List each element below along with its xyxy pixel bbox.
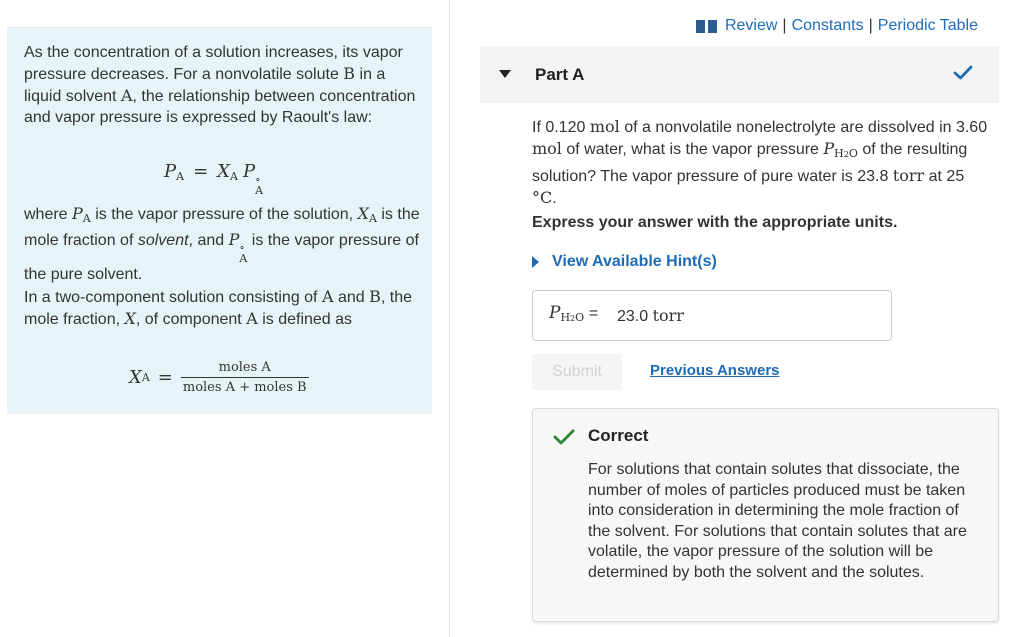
submit-button[interactable]: Submit	[532, 354, 622, 390]
periodic-table-link[interactable]: Periodic Table	[877, 17, 978, 34]
hint-label: View Available Hint(s)	[552, 253, 717, 270]
part-title: Part A	[535, 65, 585, 84]
expand-triangle-icon	[532, 256, 539, 268]
panel-divider	[449, 0, 450, 637]
answer-value: 23.0 torr	[617, 306, 684, 325]
review-link[interactable]: Review	[724, 17, 778, 34]
answer-instruction: Express your answer with the appropriate units.	[532, 214, 898, 231]
correct-check-icon	[553, 428, 575, 446]
intro-paragraph-3: In a two-component solution consisting of A and B, the mole fraction, X, of component A is defined as	[24, 287, 413, 328]
intro-paragraph-2: where $P_A$ is the vapor pressure of the solution, $X_A$ is the mole fraction of solvent, and P ∘ A is the vapor pressure of the pure solvent.	[24, 204, 420, 283]
resource-links: Review | Constants | Periodic Table	[696, 17, 978, 35]
feedback-body: For solutions that contain solutes that dissociate, the number of moles of particles produced must be taken into consideration in determining the mole fraction of the solvent. For solutions that contain solutes that are volatile, the vapor pressure of the solution will be determined by both the solvent and the solutes.	[588, 461, 967, 581]
mole-fraction-equation: X A = $\frac{\text{moles A}}{\text{moles A + moles B}}$	[129, 360, 307, 395]
book-icon	[696, 20, 717, 33]
answer-field[interactable]	[532, 290, 892, 341]
intro-panel	[7, 27, 432, 414]
previous-answers-link[interactable]: Previous Answers	[650, 362, 780, 379]
feedback-box	[532, 408, 999, 622]
answer-variable: $P_{H2O}$ =	[549, 303, 599, 324]
view-hints-toggle[interactable]	[532, 253, 717, 271]
part-a-header[interactable]	[480, 46, 999, 103]
feedback-title: Correct	[588, 426, 649, 445]
constants-link[interactable]: Constants	[791, 17, 864, 34]
collapse-triangle-icon[interactable]	[499, 70, 511, 78]
question-text: If 0.120 mol of a nonvolatile nonelectrolyte are dissolved in 3.60 mol of water, what is the vapor pressure $P_{H2O}$ of the resulting solution? The vapor pressure of pure water is 23.8 torr at 25 °C.	[532, 117, 988, 207]
raoult-law-equation: $P_A = X_A$ P ∘ A	[164, 161, 264, 197]
check-icon	[953, 65, 973, 81]
intro-paragraph-1: As the concentration of a solution increases, its vapor pressure decreases. For a nonvolatile solute B in a liquid solvent A, the relationship between concentration and vapor pressure is expressed by Raoult's law:	[24, 44, 416, 126]
